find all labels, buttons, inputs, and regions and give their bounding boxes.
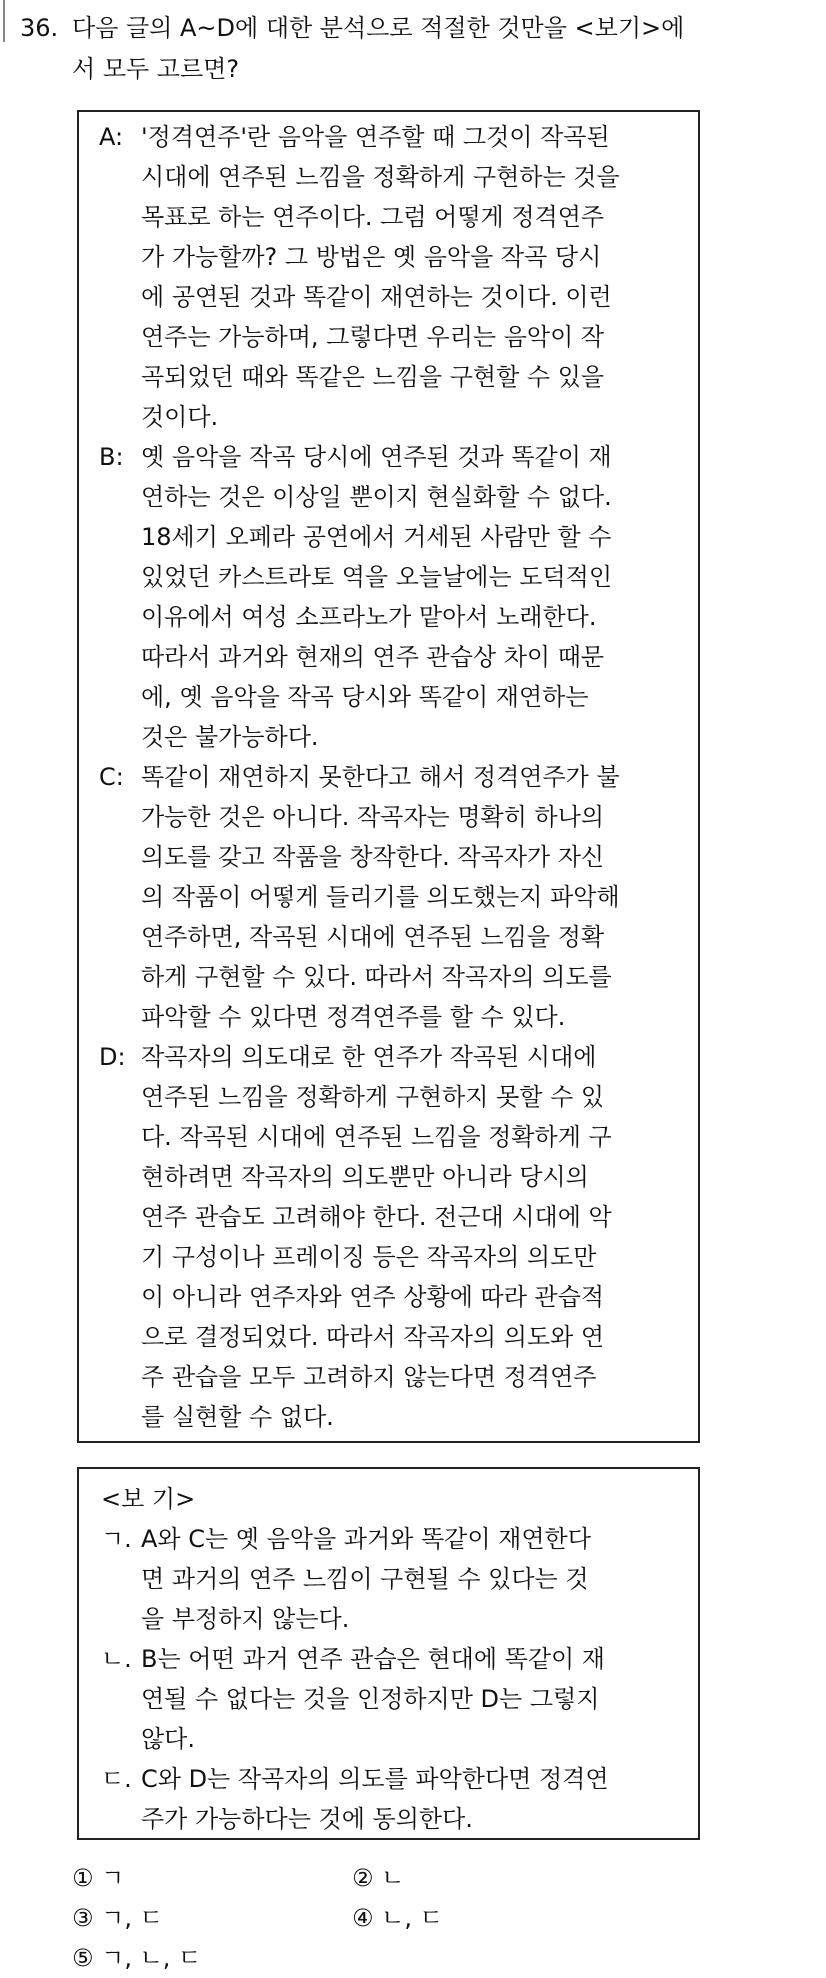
passage-line: 연하는 것은 이상일 뿐이지 현실화할 수 없다. <box>141 483 612 511</box>
question-stem-line: 서 모두 고르면? <box>72 55 240 83</box>
passage-line: 옛 음악을 작곡 당시에 연주된 것과 똑같이 재 <box>141 443 612 471</box>
passage-line: 를 실현할 수 없다. <box>141 1403 334 1431</box>
passage-line: 다. 작곡된 시대에 연주된 느낌을 정확하게 구 <box>141 1123 612 1151</box>
passage-line: 이유에서 여성 소프라노가 맡아서 노래한다. <box>141 603 597 631</box>
paragraph-label: B: <box>99 443 124 471</box>
passage-text <box>99 117 684 1437</box>
passage-line: 곡되었던 때와 똑같은 느낌을 구현할 수 있을 <box>141 363 605 391</box>
bogi-item-line: C와 D는 작곡자의 의도를 파악한다면 정격연 <box>141 1765 609 1793</box>
passage-line: 작곡자의 의도대로 한 연주가 작곡된 시대에 <box>141 1043 597 1071</box>
passage-line: 똑같이 재연하지 못한다고 해서 정격연주가 불 <box>141 763 620 791</box>
passage-line: 하게 구현할 수 있다. 따라서 작곡자의 의도를 <box>141 963 612 991</box>
answer-choice-2[interactable]: ② ㄴ <box>352 1864 405 1892</box>
bogi-item-label: ㄷ. <box>101 1765 132 1793</box>
bogi-item-line: 주가 가능하다는 것에 동의한다. <box>141 1805 473 1833</box>
passage-line: 가능한 것은 아니다. 작곡자는 명확히 하나의 <box>141 803 605 831</box>
passage-paragraph <box>99 1037 684 1437</box>
passage-line: 파악할 수 있다면 정격연주를 할 수 있다. <box>141 1003 566 1031</box>
passage-line: 으로 결정되었다. 따라서 작곡자의 의도와 연 <box>141 1323 605 1351</box>
bogi-item-label: ㄴ. <box>101 1645 132 1673</box>
passage-line: 것은 불가능하다. <box>141 723 319 751</box>
bogi-box <box>77 1467 700 1840</box>
passage-line: 것이다. <box>141 403 219 431</box>
bogi-item-label: ㄱ. <box>101 1525 132 1553</box>
question-number: 36. <box>20 14 59 42</box>
passage-line: 있었던 카스트라토 역을 오늘날에는 도덕적인 <box>141 563 613 591</box>
answer-choice-4[interactable]: ④ ㄴ, ㄷ <box>352 1904 443 1932</box>
answer-choice-3[interactable]: ③ ㄱ, ㄷ <box>72 1904 163 1932</box>
passage-line: 목표로 하는 연주이다. 그럼 어떻게 정격연주 <box>141 203 605 231</box>
passage-paragraph <box>99 117 684 437</box>
passage-box <box>77 110 700 1443</box>
passage-line: 따라서 과거와 현재의 연주 관습상 차이 때문 <box>141 643 605 671</box>
passage-line: 연주는 가능하며, 그렇다면 우리는 음악이 작 <box>141 323 605 351</box>
passage-line: 현하려면 작곡자의 의도뿐만 아니라 당시의 <box>141 1163 589 1191</box>
passage-line: 시대에 연주된 느낌을 정확하게 구현하는 것을 <box>141 163 620 191</box>
bogi-title: <보 기> <box>101 1485 196 1513</box>
paragraph-label: D: <box>99 1043 126 1071</box>
answer-choice-1[interactable]: ① ㄱ <box>72 1864 125 1892</box>
bogi-text <box>99 1479 684 1839</box>
question-stem-line: 다음 글의 A~D에 대한 분석으로 적절한 것만을 <보기>에 <box>72 14 685 42</box>
passage-line: 가 가능할까? 그 방법은 옛 음악을 작곡 당시 <box>141 243 602 271</box>
passage-paragraph <box>99 757 684 1037</box>
passage-line: 의 작품이 어떻게 들리기를 의도했는지 파악해 <box>141 883 620 911</box>
passage-line: 18세기 오페라 공연에서 거세된 사람만 할 수 <box>141 523 612 551</box>
bogi-item-line: 않다. <box>141 1725 195 1753</box>
question-stem <box>72 8 792 90</box>
bogi-item <box>99 1519 684 1639</box>
bogi-item-line: 을 부정하지 않는다. <box>141 1605 350 1633</box>
bogi-item-line: B는 어떤 과거 연주 관습은 현대에 똑같이 재 <box>141 1645 605 1673</box>
passage-line: 이 아니라 연주자와 연주 상황에 따라 관습적 <box>141 1283 605 1311</box>
passage-line: '정격연주'란 음악을 연주할 때 그것이 작곡된 <box>141 123 610 151</box>
bogi-item <box>99 1639 684 1759</box>
passage-line: 기 구성이나 프레이징 등은 작곡자의 의도만 <box>141 1243 597 1271</box>
passage-line: 주 관습을 모두 고려하지 않는다면 정격연주 <box>141 1363 597 1391</box>
passage-line: 에, 옛 음악을 작곡 당시와 똑같이 재연하는 <box>141 683 589 711</box>
bogi-item-line: 연될 수 없다는 것을 인정하지만 D는 그렇지 <box>141 1685 600 1713</box>
paragraph-label: C: <box>99 763 124 791</box>
bogi-item <box>99 1759 684 1839</box>
margin-rule <box>3 0 5 42</box>
answer-choice-5[interactable]: ⑤ ㄱ, ㄴ, ㄷ <box>72 1944 202 1972</box>
bogi-item-line: 면 과거의 연주 느낌이 구현될 수 있다는 것 <box>141 1565 589 1593</box>
passage-line: 의도를 갖고 작품을 창작한다. 작곡자가 자신 <box>141 843 605 871</box>
passage-line: 연주 관습도 고려해야 한다. 전근대 시대에 악 <box>141 1203 612 1231</box>
passage-paragraph <box>99 437 684 757</box>
passage-line: 에 공연된 것과 똑같이 재연하는 것이다. 이런 <box>141 283 612 311</box>
passage-line: 연주된 느낌을 정확하게 구현하지 못할 수 있 <box>141 1083 605 1111</box>
bogi-item-line: A와 C는 옛 음악을 과거와 똑같이 재연한다 <box>141 1525 591 1553</box>
paragraph-label: A: <box>99 123 124 151</box>
passage-line: 연주하면, 작곡된 시대에 연주된 느낌을 정확 <box>141 923 605 951</box>
